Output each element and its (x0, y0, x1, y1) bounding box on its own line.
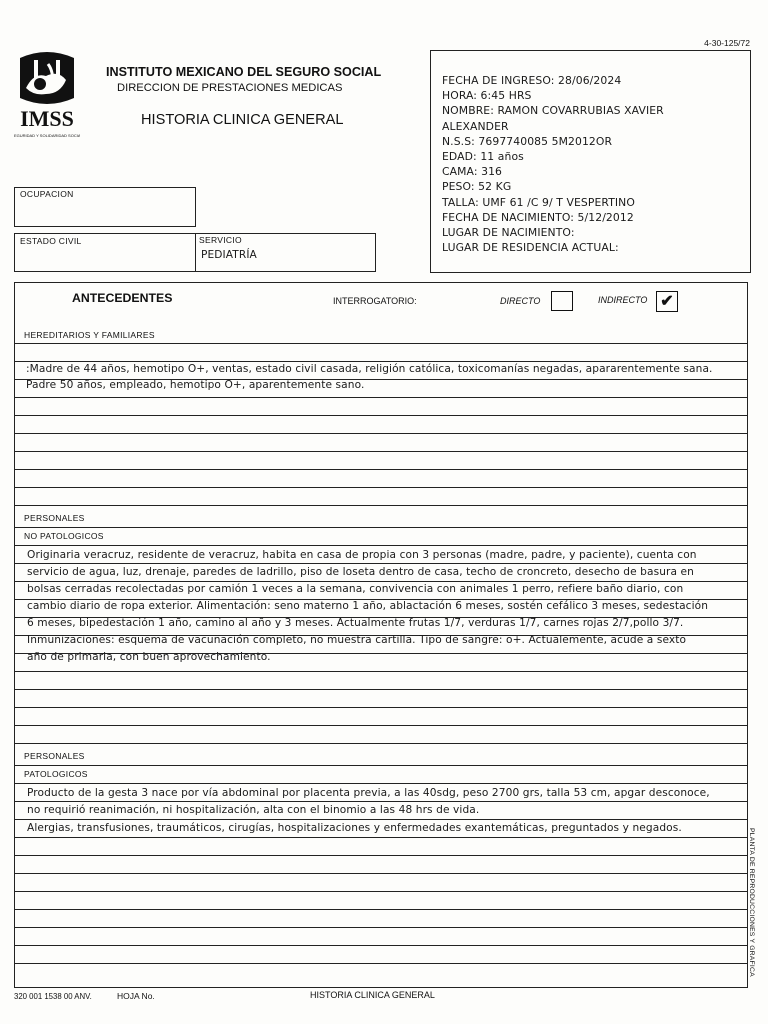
birth-place: LUGAR DE NACIMIENTO: (442, 226, 575, 240)
personales-label-2: PERSONALES (24, 751, 85, 761)
height: TALLA: UMF 61 /C 9/ T VESPERTINO (442, 195, 635, 209)
no-patologicos-line: año de primaria, con buen aprovechamiento. (27, 651, 271, 663)
ruled-line (15, 469, 747, 470)
hereditarios-line: Padre 50 años, empleado, hemotipo O+, aparentemente sano. (26, 379, 365, 391)
ruled-line (15, 487, 747, 488)
personales-label-1: PERSONALES (24, 513, 85, 523)
no-patologicos-line: cambio diario de ropa exterior. Alimentación: seno materno 1 año, ablactación 6 meses, sostén cefálico 3 meses, sedestación (27, 600, 709, 612)
patologicos-line: Alergias, transfusiones, traumáticos, cirugías, hospitalizaciones y enfermedades exantemáticas, preguntados y negados. (27, 822, 682, 834)
weight: PESO: 52 KG (442, 180, 512, 194)
ruled-line (15, 671, 747, 672)
footer-code: 320 001 1538 00 ANV. (14, 992, 92, 1001)
side-print-text: PLANTA DE REPRODUCCIONES Y GRAFICA (748, 828, 755, 977)
patient-name-cont: ALEXANDER (442, 119, 509, 133)
ruled-line (15, 837, 747, 838)
marital-status-label: ESTADO CIVIL (20, 236, 82, 246)
footer-title: HISTORIA CLINICA GENERAL (310, 990, 435, 1000)
age: EDAD: 11 años (442, 150, 524, 164)
ruled-line (15, 343, 747, 344)
ruled-line (15, 963, 747, 964)
patologicos-label: PATOLOGICOS (24, 769, 88, 779)
directo-label: DIRECTO (500, 296, 541, 306)
birth-date: FECHA DE NACIMIENTO: 5/12/2012 (442, 210, 634, 224)
ruled-line (15, 819, 747, 820)
form-title: HISTORIA CLINICA GENERAL (141, 112, 344, 128)
check-mark-icon: ✔ (660, 293, 674, 310)
no-patologicos-line: servicio de agua, luz, drenaje, paredes de ladrillo, piso de loseta dentro de casa, techo de croncreto, desecho de basura en (27, 566, 694, 578)
no-patologicos-label: NO PATOLOGICOS (24, 531, 104, 541)
ruled-line (15, 689, 747, 690)
occupation-field[interactable] (14, 187, 196, 227)
ruled-line (15, 361, 747, 362)
ruled-line (15, 873, 747, 874)
department-name: DIRECCION DE PRESTACIONES MEDICAS (117, 82, 343, 94)
ruled-line (15, 505, 747, 506)
no-patologicos-line: 6 meses, bipedestación 1 año, camino al año y 3 meses. Actualmente frutas 1/7, verduras 1/7, carnes rojas 2/7,pollo 3/7. (27, 617, 684, 629)
marital-status-field[interactable] (14, 233, 196, 272)
ruled-line (15, 743, 747, 744)
residence: LUGAR DE RESIDENCIA ACTUAL: (442, 241, 619, 255)
no-patologicos-line: bolsas cerradas recolectadas por camión 1 veces a la semana, convivencia con animales 1 perro, refiere baño diario, con (27, 583, 684, 595)
occupation-label: OCUPACION (20, 189, 74, 199)
nss: N.S.S: 7697740085 5M2012OR (442, 134, 613, 148)
directo-checkbox[interactable] (551, 291, 573, 311)
ruled-line (15, 545, 747, 546)
ruled-line (15, 783, 747, 784)
ruled-line (15, 725, 747, 726)
ruled-line (15, 433, 747, 434)
service-label: SERVICIO (199, 235, 242, 245)
patologicos-line: no requirió reanimación, ni hospitalización, alta con el binomio a las 48 hrs de vida. (27, 804, 480, 816)
patient-name: NOMBRE: RAMON COVARRUBIAS XAVIER (442, 104, 664, 118)
ruled-line (15, 855, 747, 856)
sheet-number-label: HOJA No. (117, 991, 155, 1001)
service-value: PEDIATRÍA (201, 249, 257, 261)
ruled-line (15, 563, 747, 564)
hereditarios-line: :Madre de 44 años, hemotipo O+, ventas, estado civil casada, religión católica, toxicomanías negadas, apararentemente sana. (26, 363, 713, 375)
admission-date: FECHA DE INGRESO: 28/06/2024 (442, 74, 622, 87)
ruled-line (15, 527, 747, 528)
indirecto-checkbox[interactable] (656, 291, 678, 312)
ruled-line (15, 909, 747, 910)
ruled-line (15, 927, 747, 928)
ruled-line (15, 707, 747, 708)
ruled-line (15, 945, 747, 946)
patient-info (442, 73, 664, 255)
interrogatorio-label: INTERROGATORIO: (333, 296, 417, 306)
ruled-line (15, 891, 747, 892)
no-patologicos-line: Inmunizaciones: esquema de vacunación completo, no muestra cartilla. Tipo de sangre: o+. Actualemente, acude a sexto (27, 634, 687, 646)
ruled-line (15, 765, 747, 766)
ruled-line (15, 415, 747, 416)
imss-logo (14, 50, 80, 140)
hereditarios-label: HEREDITARIOS Y FAMILIARES (24, 330, 155, 340)
admission-time: HORA: 6:45 HRS (442, 89, 532, 103)
patologicos-line: Producto de la gesta 3 nace por vía abdominal por placenta previa, a las 40sdg, peso 2700 grs, talla 53 cm, apgar desconoce, (27, 787, 710, 799)
ruled-line (15, 397, 747, 398)
ruled-line (15, 451, 747, 452)
indirecto-label: INDIRECTO (598, 295, 648, 305)
ruled-line (15, 801, 747, 802)
logo-wordmark: IMSS (20, 106, 74, 131)
logo-tagline: SEGURIDAD Y SOLIDARIDAD SOCIAL (14, 133, 80, 138)
bed: CAMA: 316 (442, 165, 503, 179)
service-field[interactable] (195, 233, 376, 272)
ruled-line (15, 581, 747, 582)
antecedentes-title: ANTECEDENTES (72, 291, 173, 305)
form-code: 4-30-125/72 (704, 38, 750, 48)
institution-name: INSTITUTO MEXICANO DEL SEGURO SOCIAL (106, 65, 382, 79)
no-patologicos-line: Originaria veracruz, residente de veracruz, habita en casa de propia con 3 personas (madre, padre, y paciente), cuenta con (27, 549, 697, 561)
